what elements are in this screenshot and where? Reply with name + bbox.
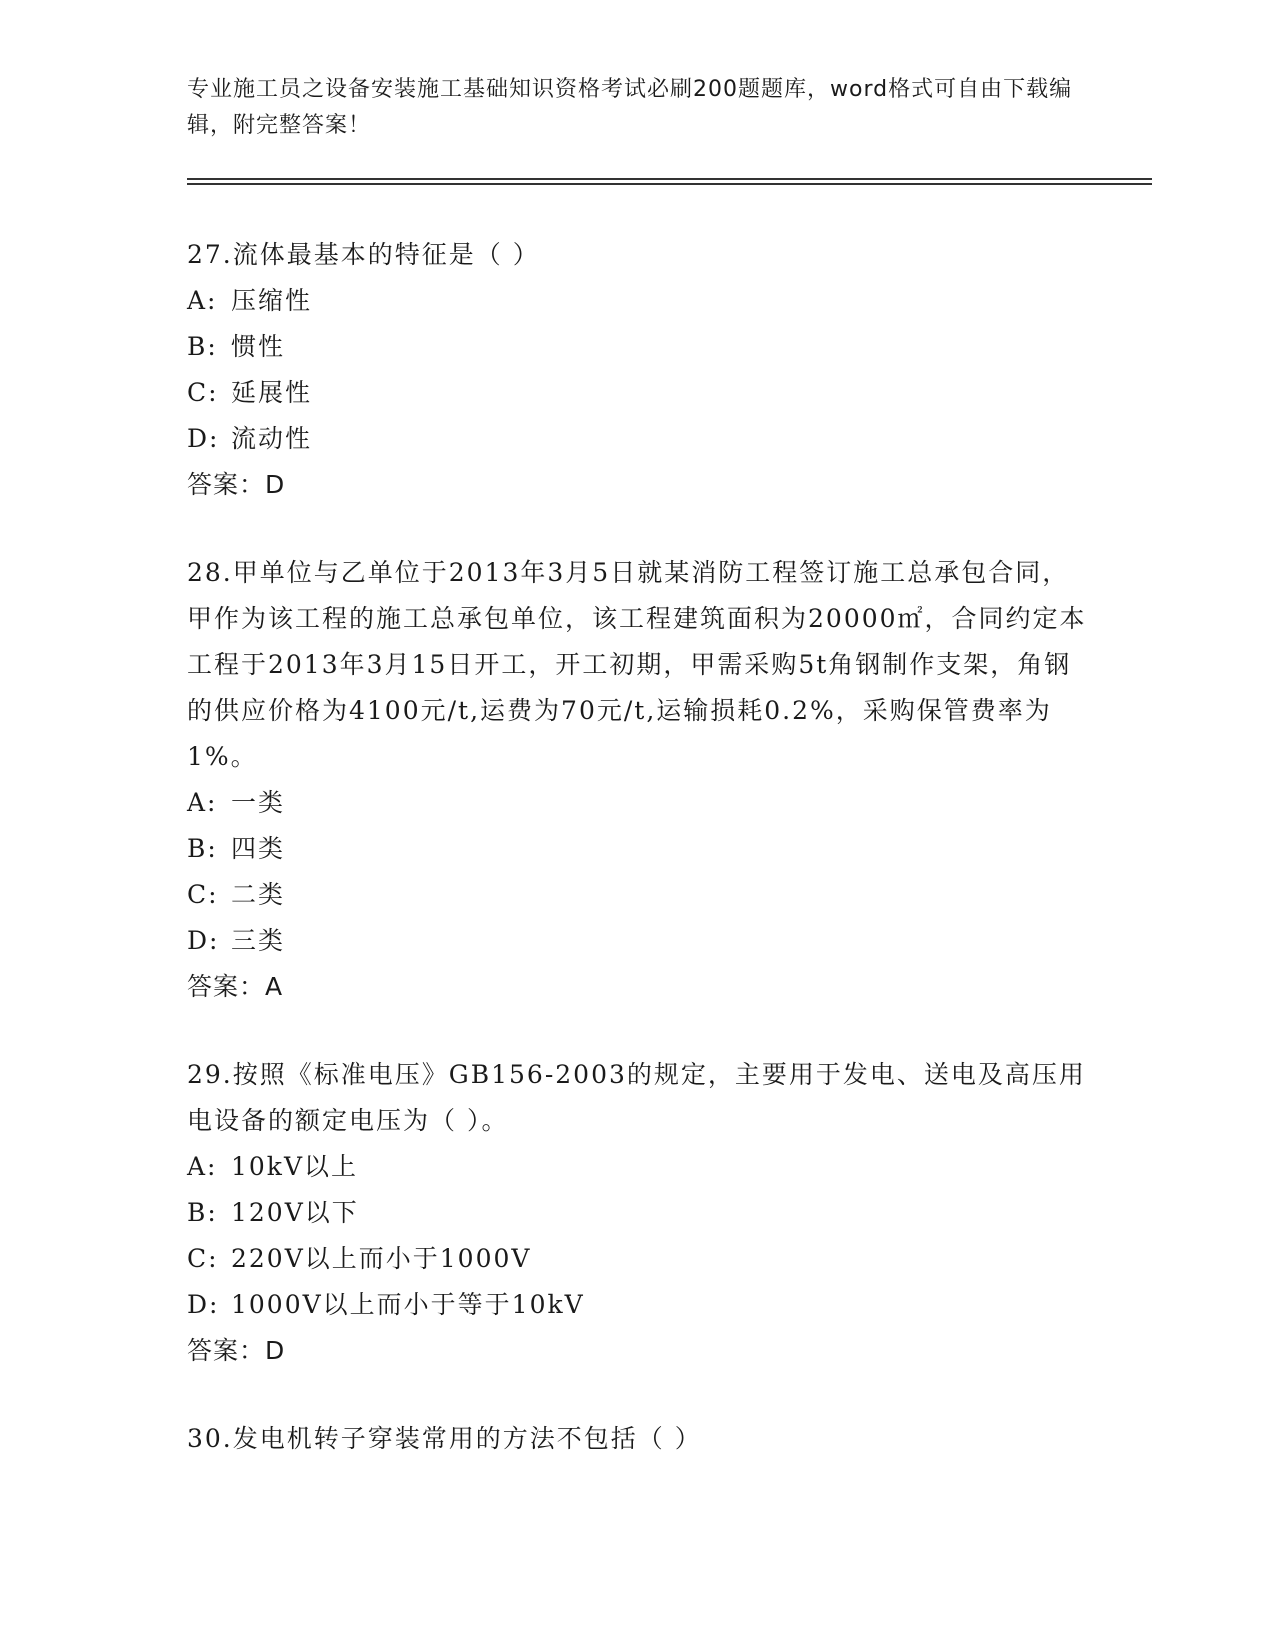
answer-line: 答案：D [187, 470, 286, 499]
option-text: 120V以下 [231, 1198, 359, 1227]
option-text: 延展性 [231, 378, 313, 407]
option-a [187, 1144, 1087, 1190]
question-29 [187, 1052, 1087, 1374]
option-key: C: [187, 880, 219, 909]
option-key: A: [187, 1152, 218, 1181]
option-key: A: [187, 788, 218, 817]
option-text: 压缩性 [231, 286, 313, 315]
option-text: 惯性 [231, 332, 286, 361]
option-d [187, 416, 1087, 462]
option-b [187, 324, 1087, 370]
option-key: A: [187, 286, 218, 315]
option-d [187, 918, 1087, 964]
document-header: 专业施工员之设备安装施工基础知识资格考试必刷200题题库，word格式可自由下载编辑，附完整答案！ [187, 77, 1073, 138]
question-stem: 27.流体最基本的特征是（ ） [187, 240, 540, 269]
option-c [187, 872, 1087, 918]
option-text: 四类 [231, 834, 286, 863]
option-a [187, 278, 1087, 324]
option-text: 三类 [231, 926, 286, 955]
question-stem: 29.按照《标准电压》GB156-2003的规定，主要用于发电、送电及高压用电设备的额定电压为（ ）。 [187, 1060, 1086, 1135]
option-d [187, 1282, 1087, 1328]
option-key: D: [187, 926, 220, 955]
question-stem: 30.发电机转子穿装常用的方法不包括（ ） [187, 1424, 702, 1453]
option-a [187, 780, 1087, 826]
question-27 [187, 232, 1087, 508]
question-28 [187, 550, 1087, 1010]
answer-line: 答案：D [187, 1336, 286, 1365]
option-c [187, 1236, 1087, 1282]
option-key: D: [187, 1290, 220, 1319]
header-divider-top [187, 178, 1152, 180]
option-text: 1000V以上而小于等于10kV [231, 1290, 585, 1319]
option-key: B: [187, 834, 218, 863]
option-key: C: [187, 378, 219, 407]
question-list [187, 232, 1087, 1504]
option-key: C: [187, 1244, 219, 1273]
option-text: 10kV以上 [231, 1152, 359, 1181]
option-b [187, 826, 1087, 872]
option-b [187, 1190, 1087, 1236]
option-text: 一类 [231, 788, 286, 817]
option-key: B: [187, 1198, 218, 1227]
option-text: 流动性 [231, 424, 313, 453]
answer-line: 答案：A [187, 972, 284, 1001]
question-30 [187, 1416, 1087, 1462]
option-key: B: [187, 332, 218, 361]
question-stem: 28.甲单位与乙单位于2013年3月5日就某消防工程签订施工总承包合同，甲作为该工程的施工总承包单位，该工程建筑面积为20000㎡，合同约定本工程于2013年3月15日开工，开工初期，甲需采购5t角钢制作支架，角钢的供应价格为4100元/t,运费为70元/t,运输损耗0.2%，采购保管费率为1%。 [187, 558, 1087, 771]
option-c [187, 370, 1087, 416]
option-text: 220V以上而小于1000V [231, 1244, 532, 1273]
header-divider-bottom [187, 183, 1152, 185]
option-key: D: [187, 424, 220, 453]
option-text: 二类 [231, 880, 286, 909]
